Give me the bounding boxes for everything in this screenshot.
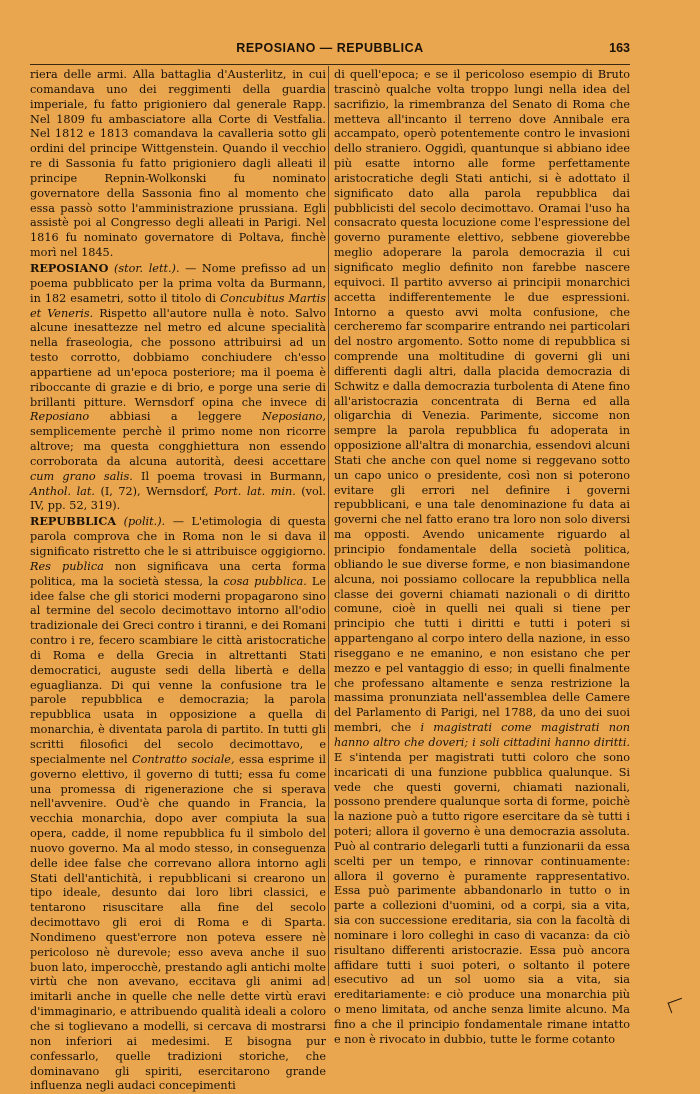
running-header	[30, 38, 630, 62]
right-column	[334, 68, 630, 1048]
entry-repubblica: REPUBBLICA (polit.). — L'etimologia di questa parola comprova che in Roma non le si dava il significato ristretto che le si attribuisce oggigiorno. Res publica non significava una certa forma politica, ma la società stessa, la cosa pubblica. Le idee false che gli storici moderni propagarono sino al termine del secolo decimottavo intorno all'odio tradizionale dei Greci contro i tiranni, e dei Romani contro i re, fecero scambiare le città aristocratiche di Roma e della Grecia in altrettanti Stati democratici, auguste sedi della libertà e della eguaglianza. Di qui venne la confusione tra le parole repubblica e democrazia; la parola repubblica usata in opposizione a quella di monarchia, è diventata parola di partito. In tutti gli scritti filosofici del secolo decimottavo, e specialmente nel Contratto sociale, essa esprime il governo elettivo, il governo di tutti; essa fu come una promessa di rigenerazione che si sperava nell'avvenire. Oud'è che quando in Francia, la vecchia monarchia, dopo aver compiuta la sua opera, cadde, il nome repubblica fu il simbolo del nuovo governo. Ma al modo stesso, in conseguenza delle idee false che correvano allora intorno agli Stati dell'antichità, i repubblicani si crearono un tipo ideale, desunto dai loro libri classici, e tentarono risuscitare alla fine del secolo decimottavo gli eroi di Roma e di Sparta. Nondimeno quest'errore non poteva essere nè pericoloso nè durevole; esso aveva anche il suo buon lato, imperocchè, prestando agli antichi molte virtù che non avevano, eccitava gli animi ad imitarli anche in quelle che nelle dette virtù eravi d'immaginario, e attribuendo qualità ideali a coloro che si toglievano a modelli, si cercava di mostrarsi non inferiori ai medesimi. E bisogna pur confessarlo, quelle tradizioni storiche, che dominavano gli spiriti, esercitarono grande influenza negli audaci concepimenti	[30, 514, 326, 1093]
paragraph-continuation: riera delle armi. Alla battaglia d'Austerlitz, in cui comandava uno dei reggimenti della guardia imperiale, fu fatto prigioniero dal generale Rapp. Nel 1809 fu ambasciatore alla Corte di Vestfalia. Nel 1812 e 1813 comandava la cavalleria sotto gli ordini del principe Wittgenstein. Quando il vecchio re di Sassonia fu fatto prigioniero dagli alleati il principe Repnin-Wolkonski fu nominato governatore della Sassonia fino al momento che essa passò sotto l'amministrazione prussiana. Egli assistè poi al Congresso degli alleati in Parigi. Nel 1816 fu nominato governatore di Poltava, finchè morì nel 1845.	[30, 68, 326, 260]
entry-category: (stor. lett.).	[113, 261, 180, 275]
entry-reposiano: REPOSIANO (stor. lett.). — Nome prefisso ad un poema pubblicato per la prima volta da Burmann, in 182 esametri, sotto il titolo di Concubitus Martis et Veneris. Rispetto all'autore nulla è noto. Salvo alcune inesattezze nel metro ed alcune specialità nella fraseologia, che possono attribuirsi ad un testo corrotto, dobbiamo conchiudere ch'esso appartiene ad un'epoca posteriore; ma il poema è riboccante di grazie e di brio, e porge una serie di brillanti pitture. Wernsdorf opina che invece di Reposiano abbiasi a leggere Neposiano, semplicemente perchè il primo nome non ricorre altrove; ma questa congghiettura non essendo corroborata da alcuna autorità, deesi accettare cum grano salis. Il poema trovasi in Burmann, Anthol. lat. (I, 72), Wernsdorf, Port. lat. min. (vol. IV, pp. 52, 319).	[30, 260, 326, 513]
page-number: 163	[609, 41, 630, 55]
paragraph-continuation: di quell'epoca; e se il pericoloso esempio di Bruto trascinò qualche volta troppo lungi nella idea del sacrifizio, la rimembranza del Senato di Roma che metteva all'incanto il terreno dove Annibale era accampato, operò potentemente contro le invasioni dello straniero. Oggidì, quantunque si abbiano idee più esatte intorno alle forme perfettamente aristocratiche degli Stati antichi, si è adottato il significato dato alla parola repubblica dai pubblicisti del secolo decimottavo. Oramai l'uso ha consacrato questa locuzione come l'espressione del governo puramente elettivo, sebbene gioverebbe meglio adoperare la parola democrazia il cui significato meglio definito non farebbe nascere equivoci. Il partito avverso ai principii monarchici accetta indifferentemente le due espressioni. Intorno a questo avvi molta confusione, che cercheremo far scomparire entrando nei particolari del nostro argomento. Sotto nome di repubblica si comprende una moltitudine di governi gli uni differenti dagli altri, dalla placida democrazia di Schwitz e dalla democrazia turbolenta di Atene fino all'aristocrazia concentrata di Berna ed alla oligarchia di Venezia. Parimente, siccome non sempre la parola repubblica fu adoperata in opposizione all'altra di monarchia, essendovi alcuni Stati che anche con quel nome si reggevano sotto un capo unico o presidente, così non si poterono evitare gli errori nel definire i governi repubblicani, e una tale denominazione fu data ai governi che nel fatto erano tra loro non solo diversi ma opposti. Avendo unicamente riguardo al principio fondamentale della società politica, obliando le sue diverse forme, e non biasimandone alcuna, noi possiamo collocare la repubblica nella classe dei governi chiamati nazionali o di diritto comune, cioè in quelli nei quali si tiene per principio che tutti i diritti e tutti i poteri si appartengano al corpo intero della nazione, in esso riseggano e ne emanino, e non esistano che per mezzo e pel vantaggio di esso; in quelli finalmente che professano altamente e senza restrizione la massima pronunziata nell'assemblea delle Camere del Parlamento di Parigi, nel 1788, da uno dei suoi membri, che i magistrati come magistrati non hanno altro che doveri; i soli cittadini hanno diritti. E s'intenda per magistrati tutti coloro che sono incaricati di una funzione pubblica qualunque. Si vede che questi governi, chiamati nazionali, possono prendere qualunque sorta di forme, poichè la nazione può a tutto rigore esercitare da sè tutti i poteri; allora il governo è una democrazia assoluta. Può al contrario delegarli tutti a funzionarii da essa scelti per un tempo, e rinnovar continuamente: allora il governo è puramente rappresentativo. Essa può parimente abbandonarlo in tutto o in parte a collezioni d'uomini, od a corpi, sia a vita, sia con successione ereditaria, sia con la facoltà di nominare i loro colleghi in caso di vacanza: da ciò risultano differenti aristocrazie. Essa può ancora affidare tutti i suoi poteri, o soltanto il potere esecutivo ad un sol uomo sia a vita, sia ereditariamente: e ciò produce una monarchia più o meno limitata, od anche senza limite alcuno. Ma fino a che il principio fondamentale rimane intatto e non è rivocato in dubbio, tutte le forme cotanto	[334, 68, 630, 1046]
entry-headword: REPOSIANO	[30, 260, 109, 275]
header-rule	[30, 64, 630, 65]
left-column	[30, 68, 326, 1094]
page-corner-mark	[668, 998, 686, 1013]
column-divider	[328, 66, 329, 986]
entry-category: (polit.).	[123, 515, 166, 529]
entry-headword: REPUBBLICA	[30, 514, 117, 529]
running-title: REPOSIANO — REPUBBLICA	[236, 41, 424, 55]
